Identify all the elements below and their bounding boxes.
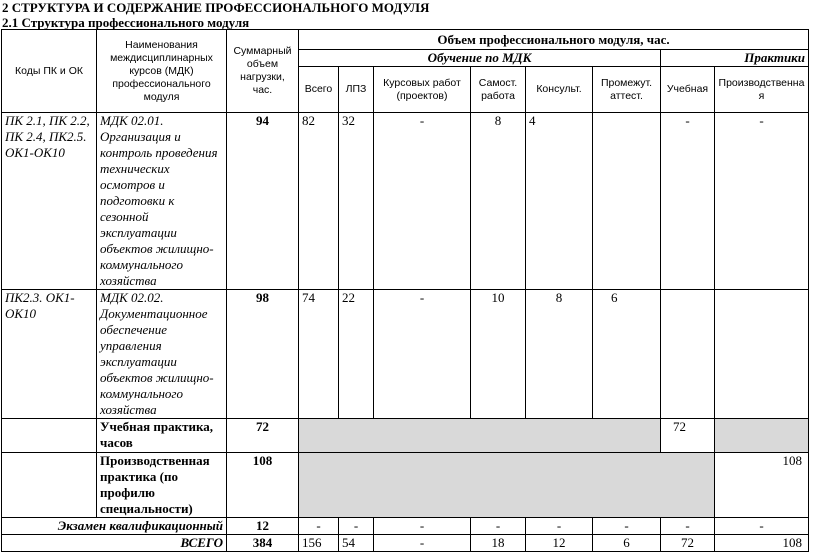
row-lpz: 32 [339, 113, 374, 290]
row-coursework: - [374, 535, 471, 552]
row-interim: 6 [593, 535, 661, 552]
row-coursework: - [374, 518, 471, 535]
row-self: 8 [471, 113, 526, 290]
empty-cell [2, 453, 97, 518]
table-row [2, 535, 809, 552]
row-total: 108 [227, 453, 299, 518]
row-educational: 72 [661, 419, 715, 453]
row-name: Учебная практика, часов [97, 419, 227, 453]
row-educational: - [661, 113, 715, 290]
row-self: 10 [471, 290, 526, 419]
row-educational: 72 [661, 535, 715, 552]
header-mdk-training: Обучение по МДК [299, 50, 661, 67]
row-self: 18 [471, 535, 526, 552]
row-all: 82 [299, 113, 339, 290]
table-row [2, 453, 809, 518]
table-row [2, 113, 809, 290]
header-volume: Объем профессионального модуля, час. [299, 30, 809, 50]
row-industrial: 108 [715, 535, 809, 552]
row-interim: - [593, 518, 661, 535]
row-industrial [715, 290, 809, 419]
row-industrial: - [715, 113, 809, 290]
row-total: 94 [227, 113, 299, 290]
header-practices: Практики [661, 50, 809, 67]
header-lpz: ЛПЗ [339, 67, 374, 113]
row-consult: 12 [526, 535, 593, 552]
row-codes: ПК 2.1, ПК 2.2, ПК 2.4, ПК2.5. ОК1-ОК10 [2, 113, 97, 290]
row-lpz: 22 [339, 290, 374, 419]
header-industrial: Производственна я [715, 67, 809, 113]
shaded-cell [299, 453, 715, 518]
row-industrial: 108 [715, 453, 809, 518]
row-self: - [471, 518, 526, 535]
table-row [2, 518, 809, 535]
row-consult: 8 [526, 290, 593, 419]
module-structure-table [1, 29, 809, 552]
section-title: 2 СТРУКТУРА И СОДЕРЖАНИЕ ПРОФЕССИОНАЛЬНОГО МОДУЛЯ [2, 0, 430, 15]
row-total: 72 [227, 419, 299, 453]
header-self: Самост. работа [471, 67, 526, 113]
row-total: 12 [227, 518, 299, 535]
row-total: 384 [227, 535, 299, 552]
subsection-title: 2.1 Структура профессионального модуля [2, 15, 250, 30]
table-row [2, 419, 809, 453]
row-name: ВСЕГО [2, 535, 227, 552]
header-codes: Коды ПК и ОК [2, 30, 97, 113]
row-all: - [299, 518, 339, 535]
shaded-cell [299, 419, 661, 453]
row-name: МДК 02.02. Документационное обеспечение управления эксплуатации объектов жилищно-коммунального хозяйства [97, 290, 227, 419]
row-educational [661, 290, 715, 419]
header-interim: Промежут. аттест. [593, 67, 661, 113]
table-row [2, 290, 809, 419]
row-name: Производственная практика (по профилю специальности) [97, 453, 227, 518]
row-all: 74 [299, 290, 339, 419]
row-name: МДК 02.01. Организация и контроль проведения технических осмотров и подготовки к сезонной эксплуатации объектов жилищно-коммунального хозяйства [97, 113, 227, 290]
row-consult: - [526, 518, 593, 535]
row-coursework: - [374, 290, 471, 419]
row-lpz: 54 [339, 535, 374, 552]
header-names: Наименования междисциплинарных курсов (МДК) профессионального модуля [97, 30, 227, 113]
row-all: 156 [299, 535, 339, 552]
header-educational: Учебная [661, 67, 715, 113]
row-name: Экзамен квалификационный [2, 518, 227, 535]
shaded-cell [715, 419, 809, 453]
empty-cell [2, 419, 97, 453]
row-lpz: - [339, 518, 374, 535]
row-coursework: - [374, 113, 471, 290]
header-coursework: Курсовых работ (проектов) [374, 67, 471, 113]
header-total: Суммарный объем нагрузки, час. [227, 30, 299, 113]
row-interim [593, 113, 661, 290]
row-total: 98 [227, 290, 299, 419]
row-educational: - [661, 518, 715, 535]
row-interim: 6 [593, 290, 661, 419]
header-consult: Консульт. [526, 67, 593, 113]
row-industrial: - [715, 518, 809, 535]
row-codes: ПК2.3. ОК1-ОК10 [2, 290, 97, 419]
row-consult: 4 [526, 113, 593, 290]
header-all: Всего [299, 67, 339, 113]
